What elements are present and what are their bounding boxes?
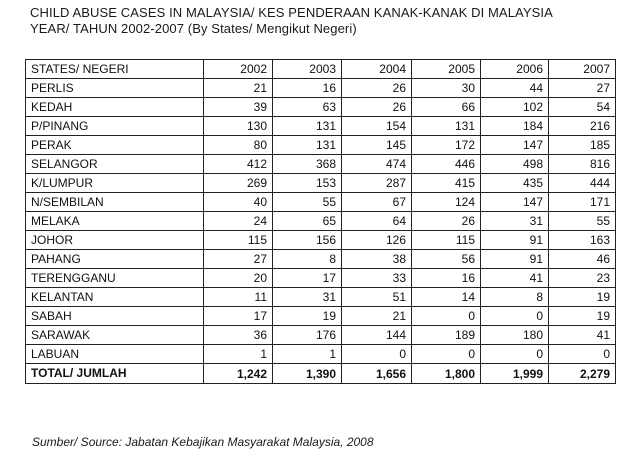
table-row <box>26 174 616 193</box>
value-cell: 56 <box>412 250 481 269</box>
value-cell: 91 <box>481 250 549 269</box>
state-cell: KEDAH <box>26 98 204 117</box>
column-header-2005: 2005 <box>412 60 481 79</box>
value-cell: 33 <box>342 269 412 288</box>
value-cell: 38 <box>342 250 412 269</box>
total-value-cell: 1,390 <box>273 364 342 384</box>
value-cell: 435 <box>481 174 549 193</box>
table-row <box>26 326 616 345</box>
value-cell: 19 <box>273 307 342 326</box>
column-header-2002: 2002 <box>204 60 273 79</box>
value-cell: 31 <box>481 212 549 231</box>
value-cell: 124 <box>412 193 481 212</box>
value-cell: 55 <box>549 212 616 231</box>
value-cell: 0 <box>481 345 549 364</box>
state-cell: P/PINANG <box>26 117 204 136</box>
value-cell: 172 <box>412 136 481 155</box>
value-cell: 14 <box>412 288 481 307</box>
value-cell: 147 <box>481 136 549 155</box>
table-row <box>26 231 616 250</box>
table-row <box>26 98 616 117</box>
value-cell: 63 <box>273 98 342 117</box>
state-cell: MELAKA <box>26 212 204 231</box>
value-cell: 216 <box>549 117 616 136</box>
value-cell: 40 <box>204 193 273 212</box>
value-cell: 23 <box>549 269 616 288</box>
document-title <box>30 5 553 37</box>
state-cell: JOHOR <box>26 231 204 250</box>
table-row <box>26 250 616 269</box>
value-cell: 287 <box>342 174 412 193</box>
value-cell: 19 <box>549 307 616 326</box>
value-cell: 65 <box>273 212 342 231</box>
value-cell: 80 <box>204 136 273 155</box>
value-cell: 0 <box>412 345 481 364</box>
state-cell: SELANGOR <box>26 155 204 174</box>
value-cell: 131 <box>412 117 481 136</box>
value-cell: 498 <box>481 155 549 174</box>
value-cell: 145 <box>342 136 412 155</box>
value-cell: 474 <box>342 155 412 174</box>
source-note: Sumber/ Source: Jabatan Kebajikan Masyarakat Malaysia, 2008 <box>32 435 374 449</box>
value-cell: 67 <box>342 193 412 212</box>
value-cell: 131 <box>273 136 342 155</box>
value-cell: 55 <box>273 193 342 212</box>
value-cell: 21 <box>204 79 273 98</box>
value-cell: 163 <box>549 231 616 250</box>
value-cell: 20 <box>204 269 273 288</box>
value-cell: 44 <box>481 79 549 98</box>
value-cell: 153 <box>273 174 342 193</box>
total-value-cell: 1,656 <box>342 364 412 384</box>
table-row <box>26 269 616 288</box>
table-row <box>26 155 616 174</box>
state-cell: PERLIS <box>26 79 204 98</box>
table-row <box>26 117 616 136</box>
total-value-cell: 1,999 <box>481 364 549 384</box>
value-cell: 41 <box>481 269 549 288</box>
total-value-cell: 1,800 <box>412 364 481 384</box>
value-cell: 17 <box>204 307 273 326</box>
table-row <box>26 288 616 307</box>
value-cell: 147 <box>481 193 549 212</box>
value-cell: 39 <box>204 98 273 117</box>
value-cell: 66 <box>412 98 481 117</box>
value-cell: 91 <box>481 231 549 250</box>
table-row <box>26 212 616 231</box>
value-cell: 8 <box>273 250 342 269</box>
value-cell: 24 <box>204 212 273 231</box>
state-cell: K/LUMPUR <box>26 174 204 193</box>
column-header-2004: 2004 <box>342 60 412 79</box>
value-cell: 26 <box>412 212 481 231</box>
value-cell: 446 <box>412 155 481 174</box>
value-cell: 46 <box>549 250 616 269</box>
total-value-cell: 1,242 <box>204 364 273 384</box>
value-cell: 130 <box>204 117 273 136</box>
value-cell: 126 <box>342 231 412 250</box>
value-cell: 54 <box>549 98 616 117</box>
column-header-2003: 2003 <box>273 60 342 79</box>
state-cell: PAHANG <box>26 250 204 269</box>
state-cell: KELANTAN <box>26 288 204 307</box>
value-cell: 185 <box>549 136 616 155</box>
state-cell: SABAH <box>26 307 204 326</box>
total-row <box>26 364 616 384</box>
value-cell: 115 <box>204 231 273 250</box>
value-cell: 189 <box>412 326 481 345</box>
value-cell: 41 <box>549 326 616 345</box>
value-cell: 1 <box>204 345 273 364</box>
value-cell: 27 <box>549 79 616 98</box>
value-cell: 154 <box>342 117 412 136</box>
value-cell: 444 <box>549 174 616 193</box>
table-row <box>26 136 616 155</box>
table-row <box>26 345 616 364</box>
value-cell: 816 <box>549 155 616 174</box>
value-cell: 11 <box>204 288 273 307</box>
state-cell: SARAWAK <box>26 326 204 345</box>
value-cell: 21 <box>342 307 412 326</box>
value-cell: 30 <box>412 79 481 98</box>
value-cell: 8 <box>481 288 549 307</box>
value-cell: 64 <box>342 212 412 231</box>
value-cell: 26 <box>342 98 412 117</box>
column-header-2007: 2007 <box>549 60 616 79</box>
table-header-row <box>26 60 616 79</box>
child-abuse-cases-table <box>25 59 616 384</box>
value-cell: 0 <box>549 345 616 364</box>
value-cell: 16 <box>412 269 481 288</box>
value-cell: 0 <box>342 345 412 364</box>
value-cell: 17 <box>273 269 342 288</box>
value-cell: 51 <box>342 288 412 307</box>
table-row <box>26 79 616 98</box>
table-row <box>26 193 616 212</box>
value-cell: 171 <box>549 193 616 212</box>
value-cell: 27 <box>204 250 273 269</box>
value-cell: 0 <box>481 307 549 326</box>
state-cell: LABUAN <box>26 345 204 364</box>
title-line-2: YEAR/ TAHUN 2002-2007 (By States/ Mengikut Negeri) <box>30 21 357 36</box>
state-cell: N/SEMBILAN <box>26 193 204 212</box>
table-body <box>26 79 616 384</box>
value-cell: 176 <box>273 326 342 345</box>
value-cell: 412 <box>204 155 273 174</box>
state-cell: TERENGGANU <box>26 269 204 288</box>
title-line-1: CHILD ABUSE CASES IN MALAYSIA/ KES PENDERAAN KANAK-KANAK DI MALAYSIA <box>30 5 553 20</box>
table-row <box>26 307 616 326</box>
value-cell: 269 <box>204 174 273 193</box>
value-cell: 131 <box>273 117 342 136</box>
column-header-2006: 2006 <box>481 60 549 79</box>
total-label: TOTAL/ JUMLAH <box>26 364 204 384</box>
value-cell: 1 <box>273 345 342 364</box>
value-cell: 26 <box>342 79 412 98</box>
value-cell: 180 <box>481 326 549 345</box>
value-cell: 184 <box>481 117 549 136</box>
state-cell: PERAK <box>26 136 204 155</box>
value-cell: 0 <box>412 307 481 326</box>
value-cell: 368 <box>273 155 342 174</box>
value-cell: 36 <box>204 326 273 345</box>
value-cell: 415 <box>412 174 481 193</box>
value-cell: 115 <box>412 231 481 250</box>
value-cell: 19 <box>549 288 616 307</box>
value-cell: 16 <box>273 79 342 98</box>
value-cell: 31 <box>273 288 342 307</box>
value-cell: 156 <box>273 231 342 250</box>
value-cell: 102 <box>481 98 549 117</box>
value-cell: 144 <box>342 326 412 345</box>
column-header-states: STATES/ NEGERI <box>26 60 204 79</box>
total-value-cell: 2,279 <box>549 364 616 384</box>
